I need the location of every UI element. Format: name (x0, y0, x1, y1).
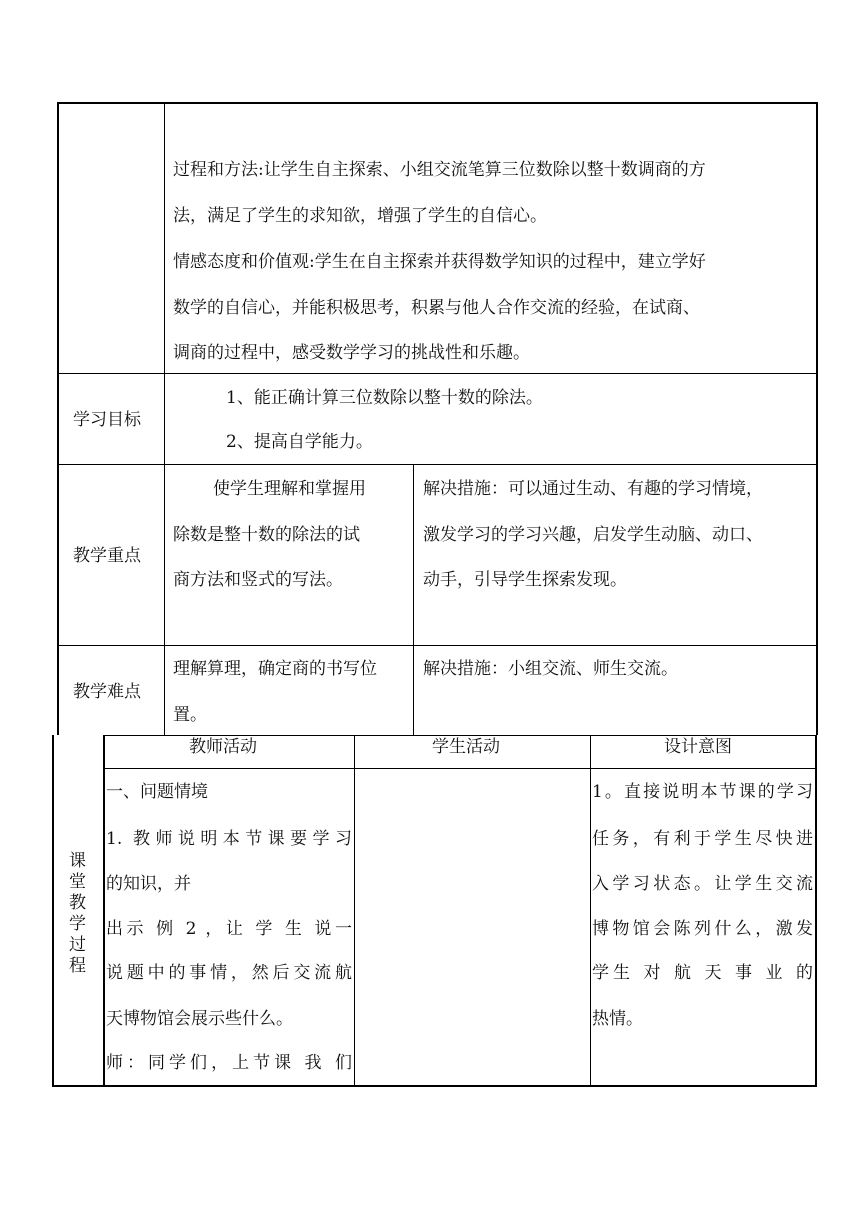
table1-row-divider-3 (57, 645, 818, 646)
design-intent-line: 入学习状态。让学生交流 (592, 874, 813, 894)
process-side-label: 过 (69, 935, 86, 955)
key-point-text: 商方法和竖式的写法。 (173, 570, 343, 590)
teacher-activity-line: 的知识，并 (106, 874, 191, 894)
design-intent-line: 学生 对 航 天 事 业 的 (592, 963, 813, 983)
header-teacher-activity: 教师活动 (189, 737, 257, 757)
design-intent-line: 热情。 (592, 1009, 643, 1029)
process-side-label: 教 (69, 893, 86, 913)
table1-inner-divider (413, 464, 414, 736)
learning-goal-label: 学习目标 (73, 410, 141, 430)
key-point-text: 除数是整十数的除法的试 (173, 525, 360, 545)
header-student-activity: 学生活动 (432, 737, 500, 757)
teacher-activity-line: 1. 教师说明本节课要学习 (106, 829, 352, 849)
objective-line: 调商的过程中，感受数学学习的挑战性和乐趣。 (173, 343, 530, 363)
difficulty-label: 教学难点 (73, 682, 141, 702)
table2-col-divider-1 (354, 735, 355, 1087)
process-side-label: 程 (69, 956, 86, 976)
table1-row-divider-1 (57, 373, 818, 374)
design-intent-line: 任务，有利于学生尽快进 (592, 829, 813, 849)
table1-left-border (57, 102, 59, 735)
table1-right-border (816, 102, 818, 735)
table1-row-divider-2 (57, 464, 818, 465)
design-intent-line: 1。直接说明本节课的学习 (592, 782, 813, 802)
difficulty-text: 置。 (173, 705, 207, 725)
objective-line: 数学的自信心，并能积极思考，积累与他人合作交流的经验，在试商、 (173, 298, 700, 318)
process-side-label: 课 (69, 851, 86, 871)
learning-goal-item: 2、提高自学能力。 (226, 432, 373, 452)
objective-line: 法，满足了学生的求知欲，增强了学生的自信心。 (173, 206, 547, 226)
teacher-activity-line: 一、问题情境 (106, 782, 208, 802)
teacher-activity-line: 师：同学们，上节课 我 们 (106, 1053, 352, 1073)
table2-left-border (52, 735, 54, 1087)
process-side-label: 学 (69, 914, 86, 934)
table1-label-divider (164, 102, 165, 735)
difficulty-text: 理解算理，确定商的书写位 (173, 659, 377, 679)
table2-side-divider (103, 735, 105, 1087)
table2-top-border (104, 735, 817, 736)
learning-goal-item: 1、能正确计算三位数除以整十数的除法。 (226, 388, 543, 408)
table2-col-divider-2 (590, 735, 591, 1087)
teacher-activity-line: 说题中的事情，然后交流航 (106, 963, 352, 983)
objective-line: 过程和方法:让学生自主探索、小组交流笔算三位数除以整十数调商的方 (173, 160, 706, 180)
table2-header-divider (104, 768, 817, 769)
table1-top-border (57, 102, 818, 104)
key-point-measure: 激发学习的学习兴趣，启发学生动脑、动口、 (423, 525, 763, 545)
key-point-measure: 解决措施：可以通过生动、有趣的学习情境， (423, 479, 763, 499)
key-point-label: 教学重点 (73, 546, 141, 566)
teacher-activity-line: 天博物馆会展示些什么。 (106, 1009, 293, 1029)
table2-bottom-border (52, 1085, 817, 1087)
key-point-measure: 动手，引导学生探索发现。 (423, 570, 627, 590)
design-intent-line: 博物馆会陈列什么，激发 (592, 919, 813, 939)
teacher-activity-line: 出示 例 2 ，让 学 生 说一 (106, 919, 352, 939)
difficulty-measure: 解决措施：小组交流、师生交流。 (423, 659, 678, 679)
header-design-intent: 设计意图 (664, 737, 732, 757)
key-point-text: 使学生理解和掌握用 (213, 479, 366, 499)
objective-line: 情感态度和价值观:学生在自主探索并获得数学知识的过程中，建立学好 (173, 252, 706, 272)
table2-right-border (815, 735, 817, 1087)
process-side-label: 堂 (69, 872, 86, 892)
